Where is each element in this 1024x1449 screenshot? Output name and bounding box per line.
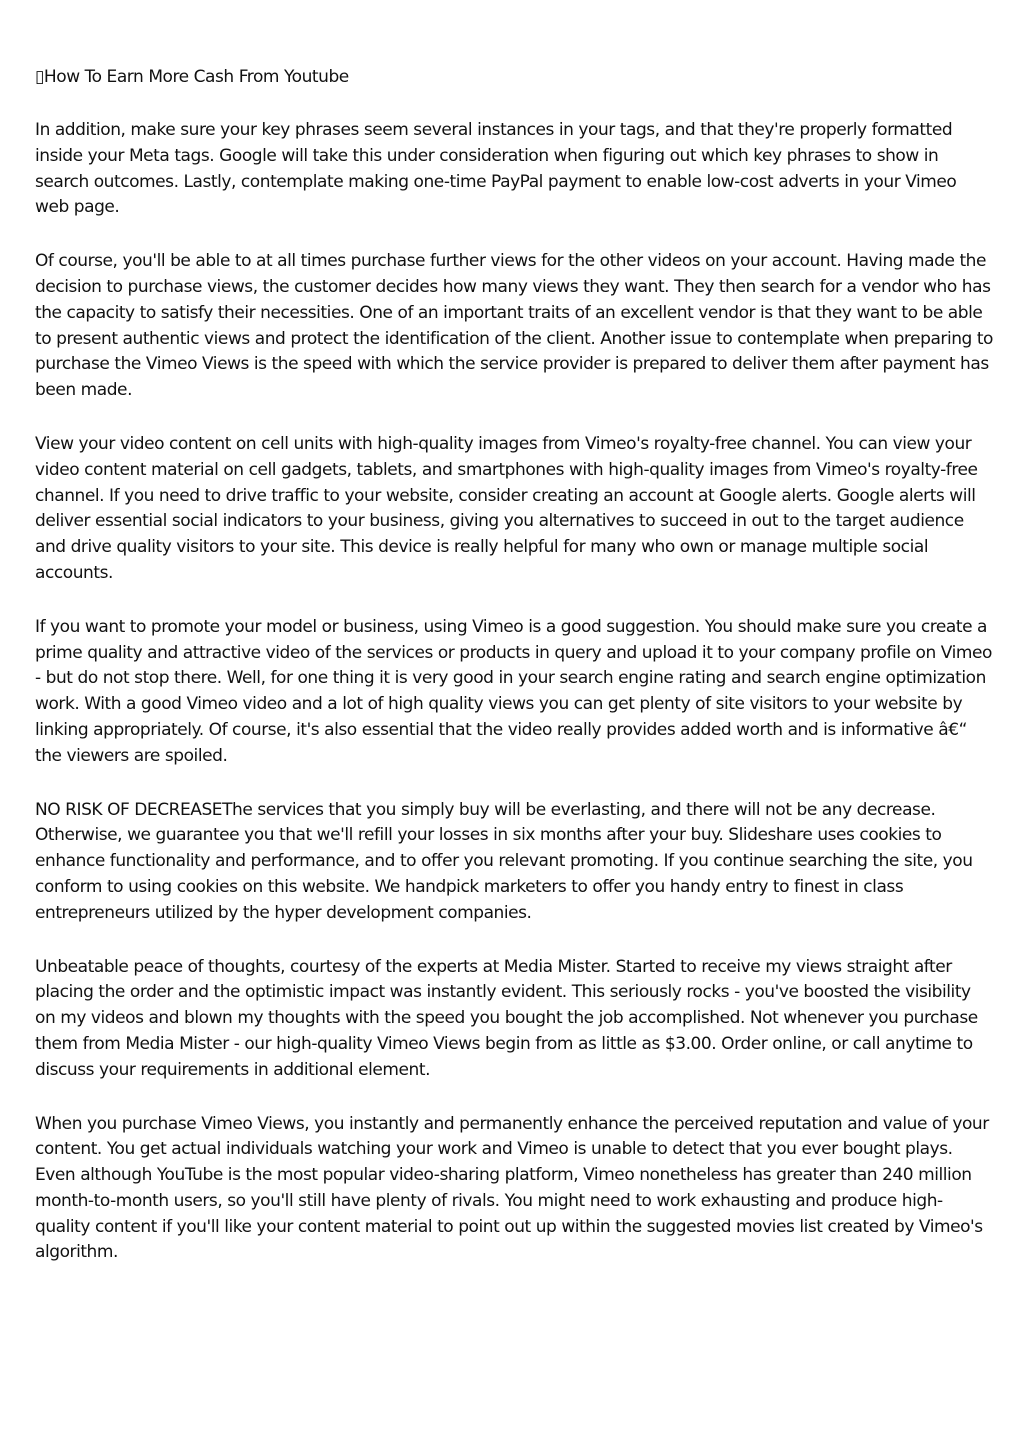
paragraph-1: In addition, make sure your key phrases seem several instances in your tags, and that they're properly formatted inside your Meta tags. Google will take this under consideration when figuring out which key phrases to show in search outcomes. Lastly, contemplate making one-time PayPal payment to enable low-cost adverts in your Vimeo web page. — [35, 120, 957, 218]
paragraph-2: Of course, you'll be able to at all times purchase further views for the other videos on your account. Having made the decision to purchase views, the customer decides how many views they want. They then search for a vendor who has the capacity to satisfy their necessities. One of an important traits of an excellent vendor is that they want to be able to present authentic views and protect the identification of the client. Another issue to contemplate when preparing to purchase the Vimeo Views is the speed with which the service provider is prepared to deliver them after payment has been made. — [35, 251, 994, 401]
document-title-text: How To Earn More Cash From Youtube — [43, 67, 349, 87]
paragraph-3: View your video content on cell units with high-quality images from Vimeo's royalty-free channel. You can view your video content material on cell gadgets, tablets, and smartphones with high-quality images from Vimeo's royalty-free channel. If you need to drive traffic to your website, consider creating an account at Google alerts. Google alerts will deliver essential social indicators to your business, giving you alternatives to succeed in out to the target audience and drive quality visitors to your site. This device is really helpful for many who own or manage multiple social accounts. — [35, 433, 978, 583]
paragraph-5: NO RISK OF DECREASEThe services that you simply buy will be everlasting, and there will not be any decrease. Otherwise, we guarantee you that we'll refill your losses in six months after your buy. Slideshare uses cookies to enhance functionality and performance, and to offer you relevant promoting. If you continue searching the site, you conform to using cookies on this website. We handpick marketers to offer you handy entry to finest in class entrepreneurs utilized by the hyper development companies. — [35, 799, 973, 923]
document-page — [35, 64, 993, 1294]
document-title — [35, 64, 993, 90]
missing-glyph: ▯ — [35, 67, 44, 87]
paragraph-7: When you purchase Vimeo Views, you instantly and permanently enhance the perceived reputation and value of your content. You get actual individuals watching your work and Vimeo is unable to detect that you ever bought plays. Even although YouTube is the most popular video-sharing platform, Vimeo nonetheless has greater than 240 million month-to-month users, so you'll still have plenty of rivals. You might need to work exhausting and produce high-quality content if you'll like your content material to point out up within the suggested movies list created by Vimeo's algorithm. — [35, 1113, 989, 1263]
paragraph-4: If you want to promote your model or business, using Vimeo is a good suggestion. You should make sure you create a prime quality and attractive video of the services or products in query and upload it to your company profile on Vimeo - but do not stop there. Well, for one thing it is very good in your search engine rating and search engine optimization work. With a good Vimeo video and a lot of high quality views you can get plenty of site visitors to your website by linking appropriately. Of course, it's also essential that the video really provides added worth and is informative â€“ the viewers are spoiled. — [35, 616, 992, 766]
paragraph-6: Unbeatable peace of thoughts, courtesy of the experts at Media Mister. Started to receive my views straight after placing the order and the optimistic impact was instantly evident. This seriously rocks - you've boosted the visibility on my videos and blown my thoughts with the speed you bought the job accomplished. Not whenever you purchase them from Media Mister - our high-quality Vimeo Views begin from as little as $3.00. Order online, or call anytime to discuss your requirements in additional element. — [35, 956, 978, 1080]
